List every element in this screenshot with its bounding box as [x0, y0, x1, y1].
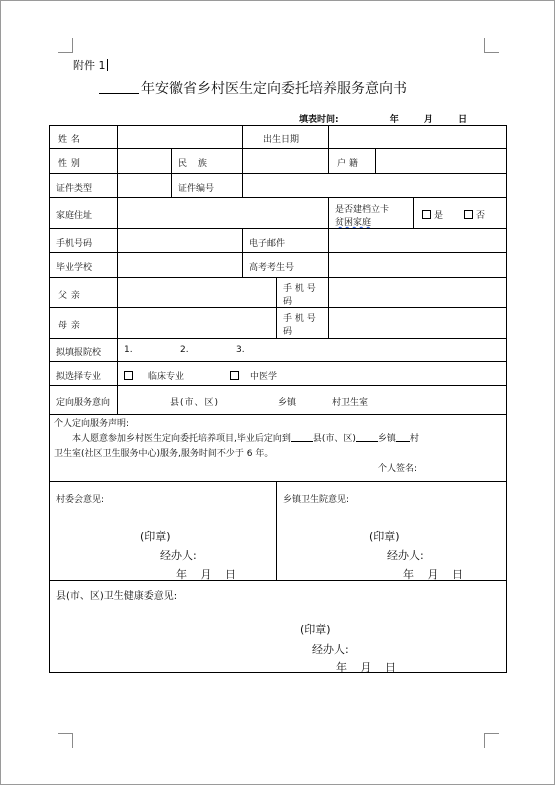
label-cell-id-type: 证件类型: [49, 173, 118, 198]
label-cell-major-choice: 拟选择专业: [49, 361, 118, 386]
fill-time-line: 填表时间: 年 月 日: [299, 115, 468, 125]
label-cell-email: 电子邮件: [242, 228, 329, 253]
input-cell-birth-date[interactable]: [328, 125, 507, 149]
crop-mark-bottom-right: [484, 733, 499, 748]
town-blank[interactable]: [356, 432, 378, 442]
input-cell-id-number[interactable]: [242, 173, 507, 198]
town-opinion-cell[interactable]: 乡镇卫生院意见: (印章) 经办人: 年 月 日: [276, 481, 507, 581]
label-cell-name: 姓 名: [49, 125, 118, 149]
label-cell-home-address: 家庭住址: [49, 197, 118, 229]
label-cell-mobile: 手机号码: [49, 228, 118, 253]
input-cell-school-choice[interactable]: 1. 2. 3.: [117, 338, 507, 362]
declaration-paragraph: 本人愿意参加乡村医生定向委托培养项目,毕业后定向到 县(市、区) 乡镇 村: [72, 434, 419, 444]
input-cell-mobile[interactable]: [117, 228, 243, 253]
cell-major-options: [117, 361, 507, 386]
document-title: 年安徽省乡村医生定向委托培养服务意向书: [99, 78, 407, 98]
input-cell-mother[interactable]: [117, 307, 277, 339]
checkbox-no[interactable]: [464, 210, 473, 219]
input-cell-service-intent[interactable]: 县(市、区) 乡镇 村卫生室: [117, 385, 507, 415]
attachment-label[interactable]: 附件 1: [73, 59, 106, 72]
label-cell-mother: 母 亲: [49, 307, 118, 339]
declaration-title: 个人定向服务声明:: [54, 419, 130, 429]
input-cell-name[interactable]: [117, 125, 243, 149]
input-cell-school[interactable]: [117, 252, 243, 278]
checkbox-tcm[interactable]: [230, 371, 239, 380]
input-cell-father[interactable]: [117, 277, 277, 308]
text-cursor: [107, 59, 108, 71]
label-cell-exam-no: 高考考生号: [242, 252, 329, 278]
input-cell-exam-no[interactable]: [328, 252, 507, 278]
option-no[interactable]: 否: [464, 208, 485, 221]
declaration-cell: [49, 414, 507, 482]
input-cell-hukou[interactable]: [375, 148, 507, 174]
input-cell-gender[interactable]: [117, 148, 172, 174]
crop-mark-top-left: [58, 38, 73, 53]
label-cell-birth-date: 出生日期: [242, 125, 329, 149]
crop-mark-top-right: [484, 38, 499, 53]
input-cell-ethnicity[interactable]: [242, 148, 329, 174]
village-opinion-cell[interactable]: 村委会意见: (印章) 经办人: 年 月 日: [49, 481, 277, 581]
label-cell-service-intent: 定向服务意向: [49, 385, 118, 415]
village-blank[interactable]: [396, 432, 410, 442]
input-cell-email[interactable]: [328, 228, 507, 253]
option-tcm[interactable]: 中医学: [230, 369, 277, 382]
label-cell-father: 父 亲: [49, 277, 118, 308]
year-blank: [99, 81, 139, 94]
input-cell-mother-mobile[interactable]: [328, 307, 507, 339]
cell-poverty-options: [413, 197, 507, 229]
signature-line[interactable]: 个人签名:: [378, 464, 418, 474]
input-cell-father-mobile[interactable]: [328, 277, 507, 308]
label-cell-father-mobile: 手 机 号 码: [276, 277, 329, 308]
label-cell-id-number: 证件编号: [171, 173, 243, 198]
option-clinical[interactable]: 临床专业: [124, 369, 184, 382]
label-cell-mother-mobile: 手 机 号 码: [276, 307, 329, 339]
county-opinion-cell[interactable]: 县(市、区)卫生健康委意见: (印章) 经办人: 年 月 日: [49, 580, 507, 673]
label-cell-gender: 性 别: [49, 148, 118, 174]
label-cell-hukou: 户 籍: [328, 148, 376, 174]
label-cell-poverty: 是否建档立卡 贫困家庭: [328, 197, 414, 229]
input-cell-id-type[interactable]: [117, 173, 172, 198]
checkbox-yes[interactable]: [422, 210, 431, 219]
declaration-paragraph-cont: 卫生室(社区卫生服务中心)服务,服务时间不少于 6 年。: [54, 449, 274, 459]
label-cell-school: 毕业学校: [49, 252, 118, 278]
option-yes[interactable]: 是: [422, 208, 443, 221]
checkbox-clinical[interactable]: [124, 371, 133, 380]
label-cell-ethnicity: 民 族: [171, 148, 243, 174]
crop-mark-bottom-left: [58, 733, 73, 748]
county-blank[interactable]: [291, 432, 313, 442]
label-cell-school-choice: 拟填报院校: [49, 338, 118, 362]
input-cell-home-address[interactable]: [117, 197, 329, 229]
